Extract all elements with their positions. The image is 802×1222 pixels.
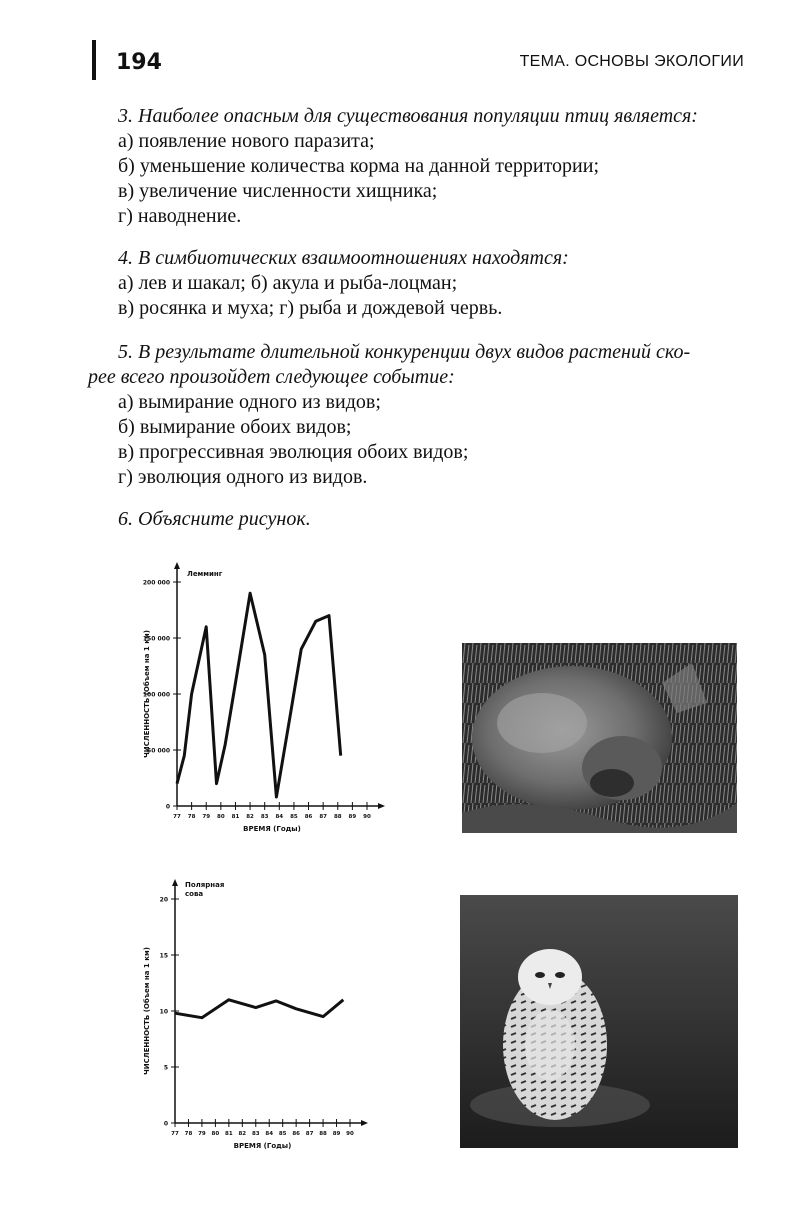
x-axis-arrow (361, 1120, 368, 1126)
question-4-option-1: а) лев и шакал; б) акула и рыба-лоцман; (118, 272, 458, 294)
question-5-option-a: а) вымирание одного из видов; (118, 391, 381, 413)
question-3-number: 3. (118, 105, 133, 127)
x-tick-label: 90 (346, 1131, 354, 1137)
y-tick-label: 200 000 (142, 579, 170, 587)
y-tick-label: 0 (165, 803, 170, 811)
x-tick-label: 87 (305, 1131, 314, 1137)
question-5-text-line1: В результате длительной конкуренции двух видов растений ско- (138, 341, 691, 363)
question-4 (118, 246, 758, 321)
y-tick-label: 5 (163, 1064, 168, 1072)
question-5-option-c: в) прогрессивная эволюция обоих видов; (118, 441, 469, 463)
y-tick-label: 20 (159, 896, 168, 904)
x-tick-label: 85 (278, 1131, 287, 1137)
chart-title: Полярная (185, 881, 225, 889)
question-6 (118, 507, 758, 532)
y-tick-label: 50 000 (147, 747, 170, 755)
question-5-option-b: б) вымирание обоих видов; (118, 416, 352, 438)
x-tick-label: 85 (290, 814, 298, 820)
question-5 (88, 340, 758, 490)
y-tick-label: 0 (163, 1120, 168, 1128)
x-axis-arrow (378, 803, 385, 809)
question-5-number: 5. (118, 341, 133, 363)
x-tick-label: 83 (260, 814, 269, 820)
x-tick-label: 88 (333, 814, 342, 820)
y-tick-label: 150 000 (142, 635, 170, 643)
x-tick-label: 82 (246, 814, 254, 820)
x-tick-label: 83 (251, 1131, 260, 1137)
y-tick-label: 10 (159, 1008, 168, 1016)
question-6-text: Объясните рисунок. (138, 508, 311, 530)
arctic-fox-photo (462, 643, 737, 833)
chart-title: Лемминг (187, 570, 223, 578)
x-tick-label: 84 (275, 814, 284, 820)
x-tick-label: 84 (265, 1131, 274, 1137)
question-4-option-2: в) росянка и муха; г) рыба и дождевой червь. (118, 297, 503, 319)
question-6-number: 6. (118, 508, 133, 530)
question-6-title (118, 507, 758, 532)
owl-population-chart (135, 875, 375, 1155)
lemming-population-chart (135, 560, 395, 845)
question-3-text: Наиболее опасным для существования популяции птиц является: (138, 105, 698, 127)
question-3-title (118, 104, 758, 129)
y-tick-label: 100 000 (142, 691, 170, 699)
y-axis-arrow (174, 562, 180, 569)
x-tick-label: 77 (171, 1131, 179, 1137)
y-tick-label: 15 (159, 952, 168, 960)
x-tick-label: 86 (292, 1131, 300, 1137)
x-tick-label: 81 (231, 814, 240, 820)
x-tick-label: 80 (217, 814, 225, 820)
x-tick-label: 86 (304, 814, 313, 820)
x-tick-label: 82 (238, 1131, 247, 1137)
chart-title: сова (185, 890, 204, 898)
y-axis-label: ЧИСЛЕННОСТЬ (Объем на 1 км) (143, 947, 151, 1075)
x-tick-label: 89 (332, 1131, 341, 1137)
x-tick-label: 78 (184, 1131, 193, 1137)
question-4-title (118, 246, 758, 271)
question-5-title (118, 340, 758, 365)
x-tick-label: 89 (348, 814, 357, 820)
question-3 (118, 104, 758, 229)
population-line (175, 1000, 343, 1018)
x-tick-label: 78 (187, 814, 196, 820)
header-rule (92, 40, 96, 80)
x-tick-label: 77 (173, 814, 181, 820)
x-tick-label: 79 (202, 814, 211, 820)
question-5-option-d: г) эволюция одного из видов. (118, 466, 368, 488)
population-line (177, 593, 341, 797)
question-4-number: 4. (118, 247, 133, 269)
question-3-option-a: а) появление нового паразита; (118, 130, 375, 152)
x-tick-label: 90 (363, 814, 371, 820)
x-tick-label: 80 (211, 1131, 220, 1137)
x-tick-label: 87 (319, 814, 327, 820)
x-tick-label: 88 (319, 1131, 327, 1137)
question-3-option-d: г) наводнение. (118, 205, 242, 227)
question-3-option-c: в) увеличение численности хищника; (118, 180, 438, 202)
x-axis-label: ВРЕМЯ (Годы) (233, 1142, 292, 1150)
x-axis-label: ВРЕМЯ (Годы) (243, 825, 301, 833)
y-axis-label: ЧИСЛЕННОСТЬ (Объем на 1 км) (143, 630, 151, 758)
page-number: 194 (116, 50, 162, 75)
question-4-text: В симбиотических взаимоотношениях находятся: (138, 247, 569, 269)
question-5-text-line2: рее всего произойдет следующее событие: (88, 366, 455, 388)
x-tick-label: 79 (198, 1131, 206, 1137)
x-tick-label: 81 (225, 1131, 233, 1137)
running-title: ТЕМА. ОСНОВЫ ЭКОЛОГИИ (519, 53, 744, 70)
snowy-owl-photo (460, 895, 738, 1148)
question-3-option-b: б) уменьшение количества корма на данной территории; (118, 155, 600, 177)
y-axis-arrow (172, 879, 178, 886)
